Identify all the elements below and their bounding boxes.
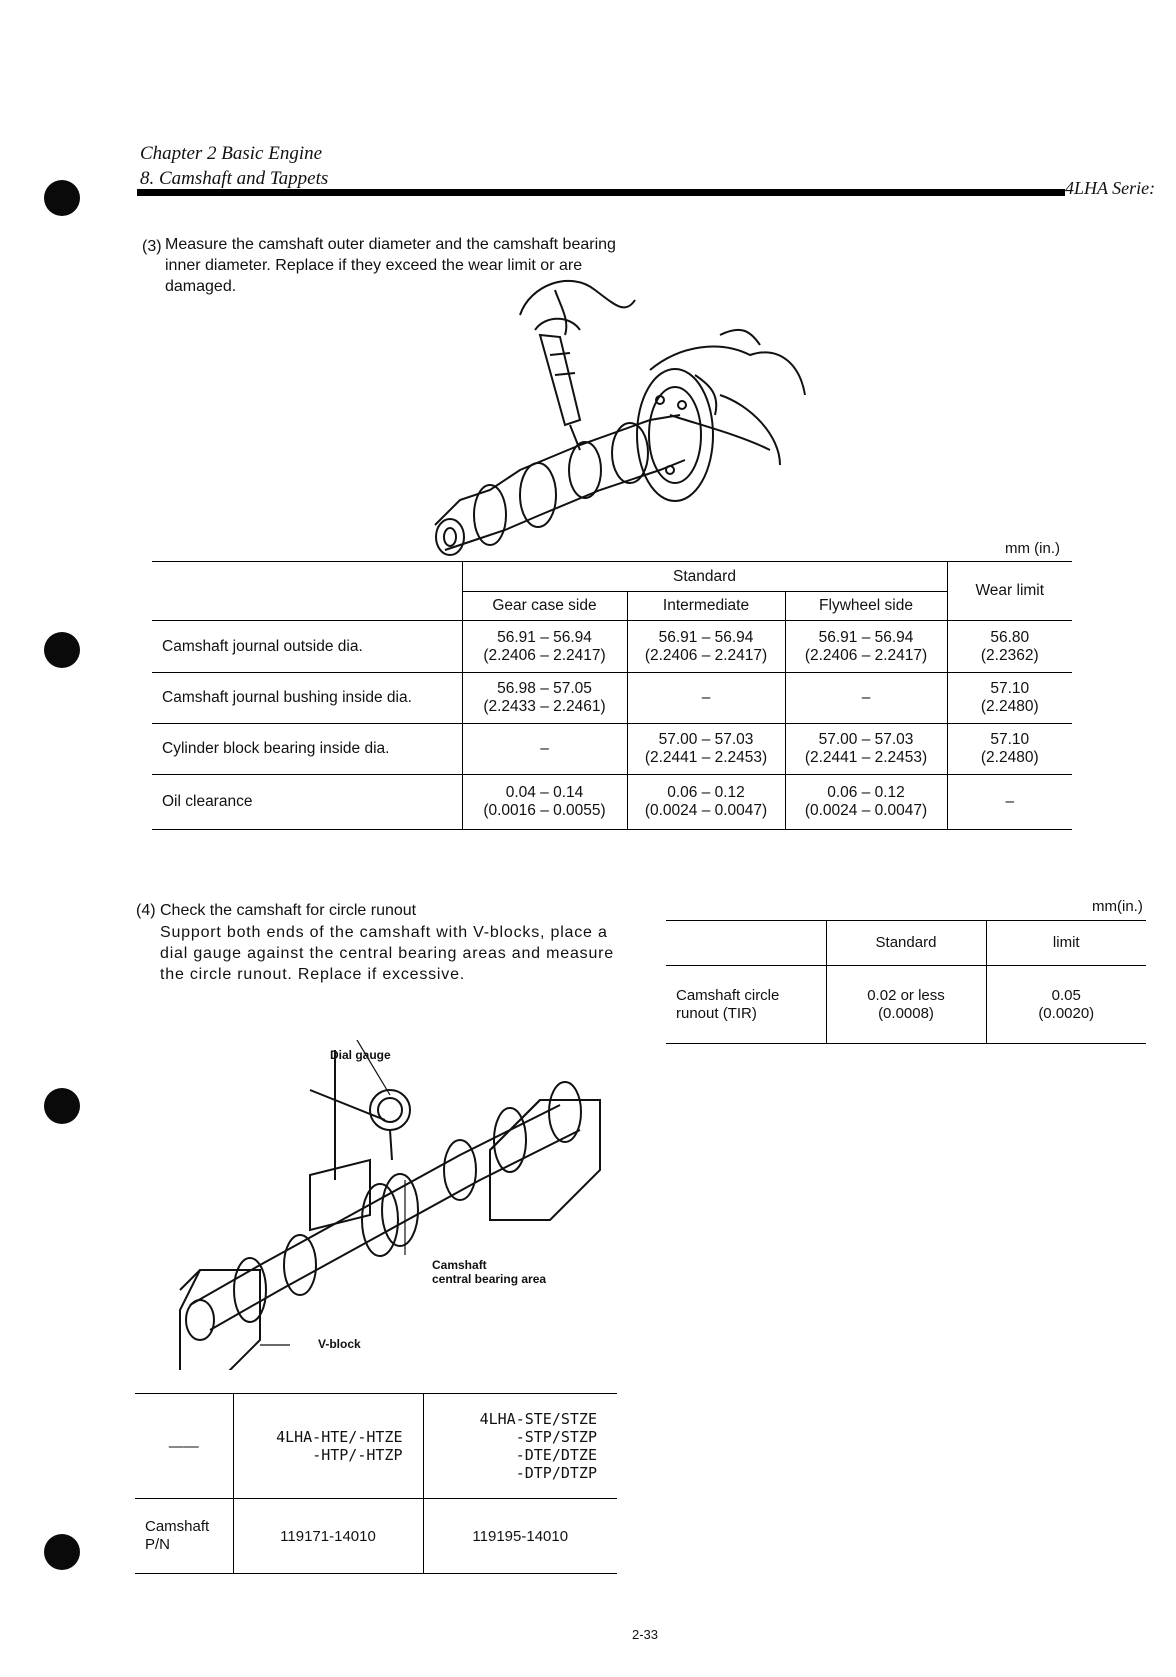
table2-unit: mm(in.) bbox=[1092, 898, 1143, 915]
row-label: Cylinder block bearing inside dia. bbox=[152, 724, 462, 775]
row-label: Camshaft P/N bbox=[145, 1518, 210, 1553]
dash-cell: —— bbox=[135, 1394, 233, 1499]
header-rule bbox=[137, 189, 1065, 196]
wear-limit-header: Wear limit bbox=[947, 562, 1072, 621]
step4-title: Check the camshaft for circle runout bbox=[160, 902, 417, 919]
part-number-2: 119195-14010 bbox=[423, 1499, 617, 1574]
wear-value: – bbox=[947, 775, 1072, 830]
wear-value: 57.10 (2.2480) bbox=[947, 673, 1072, 724]
corner-cell bbox=[152, 592, 462, 621]
wear-value: 56.80 (2.2362) bbox=[947, 621, 1072, 673]
step3-number: (3) bbox=[142, 238, 162, 255]
gear-value: 56.98 – 57.05 (2.2433 – 2.2461) bbox=[462, 673, 627, 724]
chapter-title: Chapter 2 Basic Engine bbox=[140, 143, 323, 164]
runout-check-figure bbox=[160, 1040, 620, 1370]
vblock-label: V-block bbox=[318, 1337, 361, 1351]
limit-header: limit bbox=[986, 921, 1146, 966]
runout-table bbox=[666, 920, 1146, 1044]
intermediate-value: 57.00 – 57.03 (2.2441 – 2.2453) bbox=[627, 724, 785, 775]
standard-header: Standard bbox=[462, 562, 947, 592]
table-row bbox=[135, 1499, 617, 1574]
binder-hole bbox=[44, 632, 80, 668]
gear-value: 56.91 – 56.94 (2.2406 – 2.2417) bbox=[462, 621, 627, 673]
standard-value: 0.02 or less (0.0008) bbox=[826, 966, 986, 1044]
step3-text: Measure the camshaft outer diameter and the camshaft bearing inner diameter. Replace if they exceed the wear limit or are damaged. bbox=[165, 236, 616, 295]
flywheel-value: 57.00 – 57.03 (2.2441 – 2.2453) bbox=[785, 724, 947, 775]
row-label: Camshaft journal outside dia. bbox=[152, 621, 462, 673]
intermediate-header: Intermediate bbox=[627, 592, 785, 621]
table-row bbox=[152, 724, 1072, 775]
row-label: Camshaft circle runout (TIR) bbox=[676, 986, 780, 1022]
model-group-2: 4LHA-STE/STZE -STP/STZP -DTE/DTZE -DTP/DTZP bbox=[423, 1394, 617, 1499]
binder-hole bbox=[44, 1534, 80, 1570]
flywheel-header: Flywheel side bbox=[785, 592, 947, 621]
limit-value: 0.05 (0.0020) bbox=[986, 966, 1146, 1044]
gear-value: – bbox=[462, 724, 627, 775]
flywheel-value: – bbox=[785, 673, 947, 724]
table-row bbox=[666, 966, 1146, 1044]
table-row bbox=[152, 775, 1072, 830]
corner-cell bbox=[666, 921, 826, 966]
micrometer-camshaft-figure bbox=[420, 275, 880, 575]
dial-gauge-label: Dial gauge bbox=[330, 1048, 391, 1062]
table-row bbox=[152, 673, 1072, 724]
part-number-1: 119171-14010 bbox=[233, 1499, 423, 1574]
row-label: Oil clearance bbox=[152, 775, 462, 830]
row-label: Camshaft journal bushing inside dia. bbox=[152, 673, 462, 724]
table-row bbox=[152, 621, 1072, 673]
gear-case-header: Gear case side bbox=[462, 592, 627, 621]
series-label: 4LHA Serie: bbox=[1065, 178, 1156, 198]
binder-hole bbox=[44, 1088, 80, 1124]
wear-value: 57.10 (2.2480) bbox=[947, 724, 1072, 775]
part-number-table bbox=[135, 1393, 617, 1574]
gear-value: 0.04 – 0.14 (0.0016 – 0.0055) bbox=[462, 775, 627, 830]
step4-number: (4) bbox=[136, 902, 156, 919]
standard-header: Standard bbox=[826, 921, 986, 966]
model-group-1: 4LHA-HTE/-HTZE -HTP/-HTZP bbox=[233, 1394, 423, 1499]
flywheel-value: 56.91 – 56.94 (2.2406 – 2.2417) bbox=[785, 621, 947, 673]
flywheel-value: 0.06 – 0.12 (0.0024 – 0.0047) bbox=[785, 775, 947, 830]
table1-unit: mm (in.) bbox=[1005, 540, 1060, 557]
section-title: 8. Camshaft and Tappets bbox=[140, 168, 329, 189]
intermediate-value: 0.06 – 0.12 (0.0024 – 0.0047) bbox=[627, 775, 785, 830]
step4-text: Support both ends of the camshaft with V-blocks, place a dial gauge against the central bearing areas and measure the circle runout. Replace if excessive. bbox=[160, 924, 614, 983]
intermediate-value: – bbox=[627, 673, 785, 724]
spec-table bbox=[152, 561, 1072, 830]
camshaft-label: Camshaft central bearing area bbox=[432, 1258, 547, 1286]
intermediate-value: 56.91 – 56.94 (2.2406 – 2.2417) bbox=[627, 621, 785, 673]
corner-cell bbox=[152, 562, 462, 592]
binder-hole bbox=[44, 180, 80, 216]
page-number: 2-33 bbox=[632, 1627, 659, 1642]
